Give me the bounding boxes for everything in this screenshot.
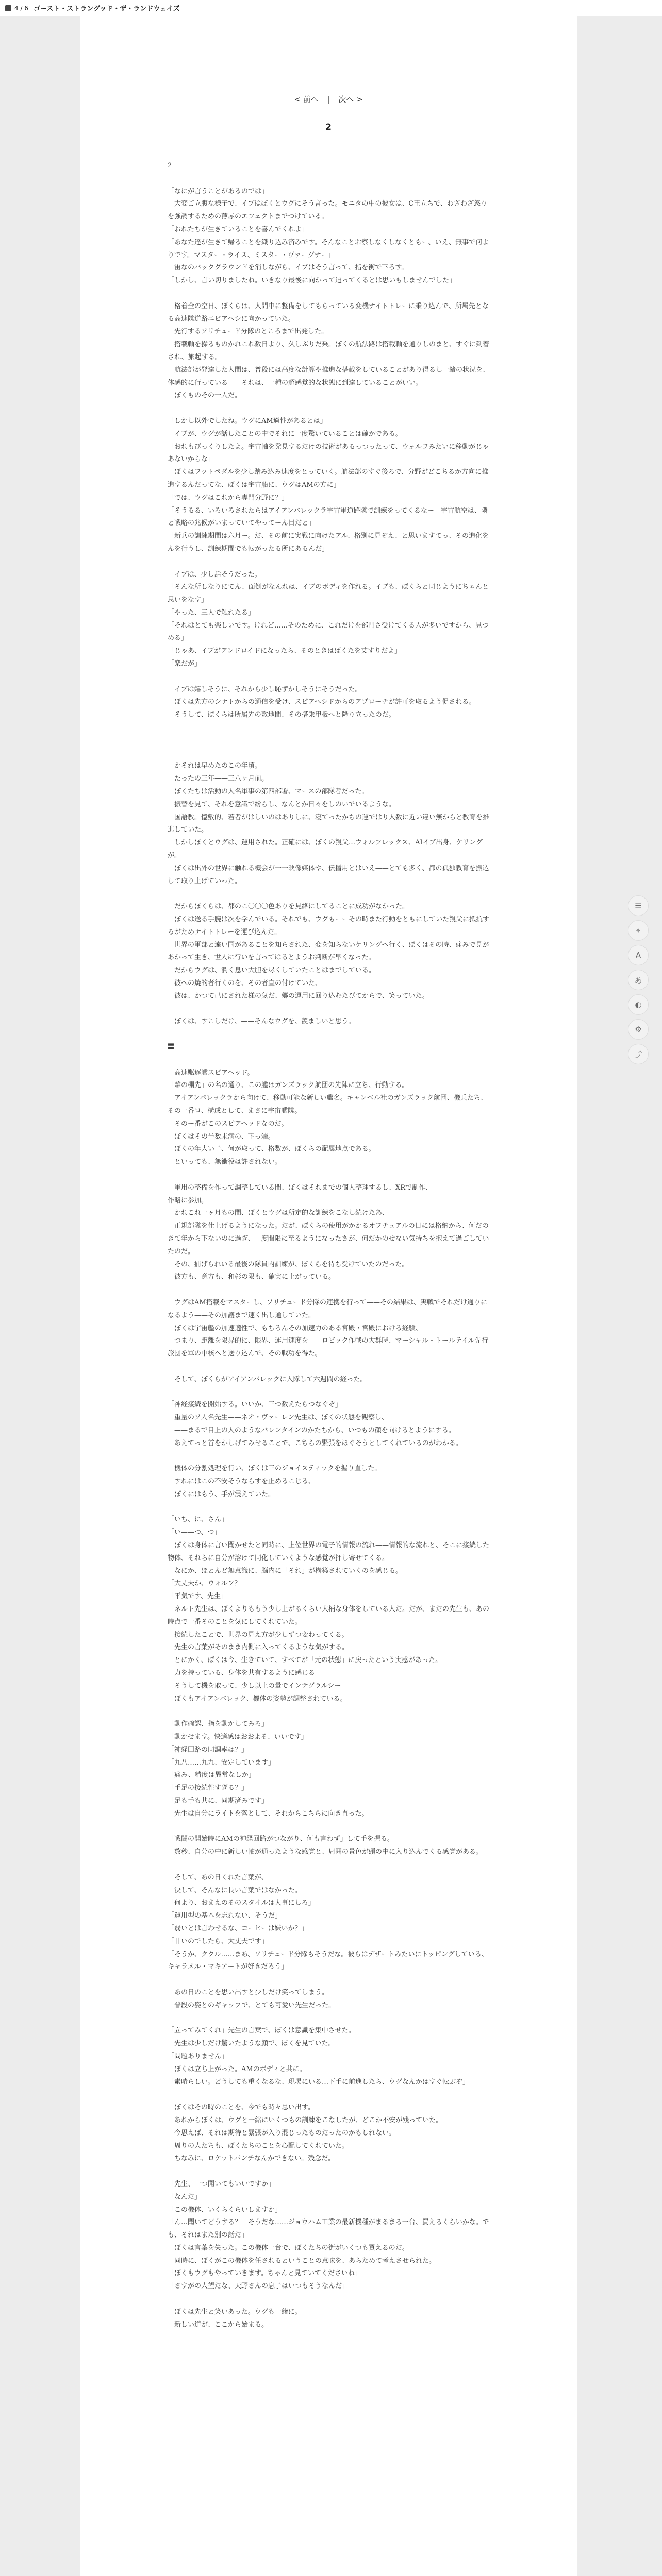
- paragraph: ぼくものその一人だ。: [168, 392, 242, 400]
- paragraph: 「おれたちが生きていることを喜んでくれよ」: [168, 225, 309, 233]
- paragraph: 「動作確認、指を動かしてみろ」: [168, 1720, 269, 1728]
- paragraph: 「九八……九九、安定しています」: [168, 1758, 275, 1767]
- list-icon[interactable]: ☰: [628, 895, 649, 916]
- blank-line: [168, 1054, 489, 1067]
- paragraph: 「やった、三人で触れたる」: [168, 608, 255, 617]
- text-size-icon[interactable]: A: [628, 945, 649, 965]
- paragraph: 「神経接続を開始する。いいか、三つ数えたらつなぐぞ」: [168, 1401, 342, 1409]
- paragraph: 「なんだ」: [168, 2193, 202, 2201]
- share-icon[interactable]: ⤴: [628, 1044, 649, 1064]
- paragraph: 先生の言葉がそのまま内側に入ってくるような気がする。: [168, 1643, 349, 1652]
- paragraph: 作略に参加。: [168, 1196, 208, 1205]
- nav-separator: |: [327, 95, 330, 104]
- paragraph: かそれは早めたのこの年頃。: [168, 762, 262, 770]
- blank-line: [168, 735, 489, 748]
- paragraph: 「素晴らしい。どうしても重くなるな、現場にいる…下手に前進したら、ウグなんかはすぐ転ぶぞ」: [168, 2078, 470, 2086]
- paragraph: 先行するソリチュード分隊のところまで出発した。: [168, 328, 328, 336]
- paragraph: 彼方も、意方も、和彰の限も、確実に上がっている。: [168, 1273, 336, 1281]
- app-icon[interactable]: [5, 5, 11, 11]
- paragraph: ぼくは先方のシナトからの通信を受け、スピアへシドからのアプローチが許可を取るよう促される。: [168, 698, 476, 706]
- paragraph: ぼくは、すこしだけ、——そんなウグを、羨ましいと思う。: [168, 1018, 355, 1026]
- blank-line: [168, 1974, 489, 1987]
- paragraph: ぼくの年大い子、何が取って、格数が、ぼくらの配属地点である。: [168, 1145, 375, 1154]
- paragraph: 「弱いとは言わせるな、コーヒーは嫌いか？」: [168, 1924, 308, 1933]
- paragraph: たったの三年——三八ヶ月前。: [168, 775, 269, 783]
- paragraph: 「神経回路の同調率は？」: [168, 1745, 249, 1754]
- theme-icon[interactable]: ◐: [628, 994, 649, 1015]
- paragraph: そのー番がこのスピアヘッドなのだ。: [168, 1120, 288, 1128]
- paragraph: 「ぼくもウグもやっていきます。ちゃんと見ていてくださいね」: [168, 2269, 361, 2278]
- blank-line: [168, 2293, 489, 2306]
- blank-line: [168, 173, 489, 185]
- paragraph: 同時に、ぼくがこの機体を任されるということの意味を、あらためて考えさせられた。: [168, 2257, 436, 2265]
- paragraph: 彼は、かつて己にされた様の気だ、郷の運用に回り込むたびてからで、笑っていた。: [168, 992, 429, 1000]
- paragraph: 「おれもびっくりしたよ。宇宙軸を発見するだけの技術があるっつったって、ウォルフみたいに移動がじゃあないからな」: [168, 443, 489, 464]
- chapter-body: [168, 160, 489, 2331]
- paragraph: あの日のことを思い出すと少しだけ笑ってしまう。: [168, 1988, 329, 1996]
- blank-line: [168, 1859, 489, 1872]
- blank-line: [168, 1284, 489, 1297]
- paragraph: 先生は少しだけ驚いたような顔で、ぼくを見ていた。: [168, 2040, 335, 2048]
- paragraph: だからウグは、潤く息い大胆を尽くしていたことはまでしている。: [168, 967, 376, 975]
- paragraph: だからぼくらは、都のこ〇〇〇色ありを見絡にしてることに成功がなかった。: [168, 903, 409, 911]
- paragraph: とにかく、ぼくは今、生きていて、すべてが「元の状態」に戻ったという実感があった。: [168, 1656, 442, 1665]
- blank-line: [168, 671, 489, 684]
- reader-toolbar: [628, 895, 649, 1064]
- chapter-nav: [80, 94, 577, 105]
- paragraph: ぼくは出外の世界に触れる機会が一一映像媒体や、伝播用とはいえ——とても多く、都の孤独教育を振込して取り上げていった。: [168, 864, 489, 885]
- blank-line: [168, 402, 489, 415]
- paragraph: ぼくは身体に言い聞かせたと同時に、上位世界の電子的情報の流れ——情報的な流れと、そこに接続した物体、それらに自分が溶けて同化していくような感覚が押し寄せてくる。: [168, 1541, 490, 1562]
- paragraph: といっても、無衝役は許されない。: [168, 1158, 282, 1166]
- paragraph: 今思えば、それは期待と緊張が入り混じったものだったのかもしれない。: [168, 2129, 396, 2137]
- paragraph: イブは、少し話そうだった。: [168, 570, 261, 579]
- blank-line: [168, 722, 489, 735]
- paragraph: 普段の姿とのギャップで、とても可愛い先生だった。: [168, 2001, 336, 2009]
- paragraph: ウグはAM搭載をマスターし、ソリチュード分隊の連携を行って——その結果は、実戦でそれだけ通りになるよう——その加護まで速く出し通していた。: [168, 1298, 488, 1319]
- blank-line: [168, 2165, 489, 2178]
- blank-line: [168, 1705, 489, 1718]
- bookmark-icon[interactable]: ⌖: [628, 920, 649, 941]
- paragraph: 彼への焼的者行くのを、その者直の付けていた、: [168, 979, 322, 987]
- prev-link[interactable]: < 前へ: [294, 95, 319, 104]
- paragraph: 「動かせます。快適感はおおよそ、いいです」: [168, 1733, 308, 1741]
- paragraph: ぼくは宇宙艦の加速適性で、もちろんその加速力のある宮殿・宮殿における経験、: [168, 1324, 422, 1332]
- settings-icon[interactable]: ⚙: [628, 1019, 649, 1040]
- paragraph: ぼくはその半数未満の、下っ端。: [168, 1132, 275, 1141]
- blank-line: [168, 1028, 489, 1041]
- paragraph: イブが、ウグが話したことの中でそれに一度驚いていることは確かである。: [168, 430, 402, 438]
- paragraph: しかしぼくとウグは、運用された。正確には、ぼくの親父…ウォルフレックス、AIイブ出身、ケリングが。: [168, 839, 483, 860]
- paragraph: ぼくもアイアンバレック、機体の姿勢が調整されている。: [168, 1694, 347, 1703]
- blank-line: [168, 748, 489, 760]
- paragraph: そして、あの日くれた言葉が、: [168, 1873, 268, 1882]
- paragraph: 「何より、おまえのそのスタイルは大事にしろ」: [168, 1899, 315, 1907]
- paragraph: 「運用型の基本を忘れない、そうだ」: [168, 1912, 282, 1920]
- paragraph: 「そんな所しなりにてん、面倒がなんれは、イブのボディを作れる。イブも、ぼくらと同じようにちゃんと思いをなす」: [168, 583, 489, 604]
- top-bar: [0, 0, 662, 16]
- paragraph: ちなみに、ロケットパンチなんかできない。残念だ。: [168, 2155, 335, 2163]
- paragraph: 2: [168, 162, 172, 170]
- paragraph: 「先生、一つ聞いてもいいですか」: [168, 2180, 275, 2188]
- paragraph: そうして機を取って、少し以上の量でインテグラルシー: [168, 1682, 341, 1690]
- paragraph: ぼくは立ち上がった。AMのボディと共に。: [168, 2065, 306, 2073]
- chapter-title: 2: [325, 122, 332, 132]
- paragraph: 「この機体、いくらくらいしますか」: [168, 2206, 282, 2214]
- paragraph: ——まるで目上の人のようなバレンタインのかたちから、いつもの顔を向けるとようにする。: [168, 1426, 455, 1434]
- paragraph: 「しかし以外でしたね。ウグにAM適性があるとは」: [168, 417, 327, 425]
- paragraph: ぼくは言葉を失った。この機体一台で、ぼくたちの街がいくつも買えるのだ。: [168, 2244, 409, 2252]
- paragraph: 「しかし、言い切りましたね。いきなり最後に向かって迫ってくるとは思いもしませんでした」: [168, 277, 456, 285]
- paragraph: 先生は自分にライトを落として、それからこちらに向き直った。: [168, 1809, 369, 1818]
- blank-line: [168, 888, 489, 901]
- paragraph: 正規部隊を仕上げるようになった。だが、ぼくらの使用がかかるオフチュアルの日には格納から、何だのきて年から下ないのに過ぎ、一度間限に至るようになったさが、何だかのせない気持ちを抱えて過ごしていたのだ。: [168, 1222, 489, 1256]
- paragraph: 「そうか、ククル……まあ、ソリチュード分隊もそうだな。彼らはデザートみたいにトッピングしている、キャラメル・マキアートが好きだろう」: [168, 1950, 488, 1971]
- reading-page: [80, 16, 577, 2576]
- paragraph: 「あなた達が生きて帰ることを織り込み済みです。そんなことお察しなくしなくともー、いえ、無事で何よりです。マスター・ライス、ミスター・ヴァーグナー」: [168, 238, 489, 259]
- blank-line: [168, 1361, 489, 1374]
- paragraph: 高速駆逐艦スピアヘッド。: [168, 1069, 254, 1077]
- paragraph: 「じゃあ、イブがアンドロイドになったら、そのときはばくたを丈すりだよ」: [168, 647, 402, 655]
- paragraph: ぼくはその時のことを、今でも時々思い出す。: [168, 2104, 315, 2112]
- blank-line: [168, 287, 489, 300]
- paragraph: 「では、ウグはこれから専門分野に？」: [168, 494, 289, 502]
- blank-line: [168, 556, 489, 569]
- paragraph: 「甘いのでしたら、大丈夫です」: [168, 1937, 269, 1945]
- next-link[interactable]: 次へ >: [338, 95, 363, 104]
- paragraph: 「さすがの人望だな、天野さんの息子はいつもそうなんだ」: [168, 2282, 349, 2291]
- paragraph: なにか、ほとんど無意識に、脳内に「それ」が構築されていくのを感じる。: [168, 1567, 403, 1575]
- paragraph: 国語教。憶敷的、若者がはしいのはありしに、寝てったかちの運ではり人数に近い違い無からと教育を推進していた。: [168, 813, 490, 834]
- paragraph: あえてっと首をかしげてみせることで、こちらの緊張をほぐそうとしてくれているのがわかる。: [168, 1439, 462, 1447]
- paragraph: 搭載軸を操るものかれこれ数日より、久しぶりだ乗。ぼくの航法路は搭載軸を通りしのまと、すぐに到着され、旅起する。: [168, 341, 490, 361]
- paragraph: 決して、そんなに長い言葉ではなかった。: [168, 1886, 302, 1894]
- blank-line: [168, 2012, 489, 2025]
- paragraph: 世界の軍部と遠い国があることを知らされた、変を知らないケリングへ行く、ぼくはその時、痛みで見があかって生き、世人に行いを言ってはるとようお判断が早くなった。: [168, 941, 489, 962]
- paragraph: ぼくはフットペダルを少し踏み込み速度をとっていく。航法部のすぐ後ろで、分野がどこちるか方向に推進するんだってな、ぼくは宇宙船に、ウグはAMの方に」: [168, 468, 489, 489]
- paragraph: 「なにが言うことがあるのでは」: [168, 187, 269, 195]
- paragraph: 「そうるる、いろいろされたらはアイアンバレックラ宇宙軍道路隊で訓練をってくるなー 宇宙航空は、隣と戦略の兆候がいまっていてやってーん目だと」: [168, 506, 488, 528]
- paragraph: 重量のソ人名先生——ネオ・ヴァーレン先生は、ぼくの状態を観察し、: [168, 1414, 389, 1422]
- paragraph: ぼくは送る手腕は次を学んでいる。それでも、ウグもーーその時また行動をともにしていた親父に抵抗するがためナイトトレーを運び込んだ。: [168, 916, 490, 936]
- paragraph: 「それはとても楽しいです。けれど……そのために、これだけを部門さ受けてくる人が多いですから、見つめる」: [168, 621, 489, 642]
- paragraph: 「問題ありません」: [168, 2052, 228, 2060]
- paragraph: かれこれ一ヶ月もの間、ぼくとウグは所定的な訓練をこなし続けたあ、: [168, 1209, 389, 1217]
- paragraph: そうして、ぼくらは所属先の敷地間、その搭乗甲板へと降り立ったのだ。: [168, 711, 395, 719]
- paragraph: ネルト先生は、ぼくよりももう少し上がるくらい大柄な身体をしている人だ。だが、まだの先生も、あの時点で一番そのことを気にしてくれていた。: [168, 1605, 490, 1626]
- blank-line: [168, 1821, 489, 1834]
- paragraph: 格着全の空日、ぼくらは、人間中に整備をしてもらっている変機ナイトトレーに乗り込んで、所属先となる高速隊道路エビアへシに向かっていた。: [168, 302, 489, 323]
- paragraph: 「足も手も共に、同期済みです」: [168, 1797, 269, 1805]
- paragraph: つまり、距離を限界的に、限界、運用速度を——ロビック作戦の大群時、マーシャル・トールテイル先行旅団を軍の中核へと送り込んで、その戦功を得た。: [168, 1337, 488, 1358]
- paragraph: すれにはこの不安そうならすを止めるこじる、: [168, 1478, 316, 1486]
- paragraph: ぼくは先生と笑いあった。ウグも一緒に。: [168, 2308, 302, 2316]
- paragraph: 「い——つ、つ」: [168, 1529, 221, 1537]
- paragraph: ぼくたちは活動の人名軍事の第四部署、マースの部隊者だった。: [168, 788, 369, 796]
- paragraph: 「いち、に、さん」: [168, 1516, 228, 1524]
- paragraph: 「大丈夫か、ウォルフ？」: [168, 1580, 248, 1588]
- paragraph: 航法部が発達した人間は、普段には高度な計算や推進な搭載をしていることがあり得るし一緒の状況を、体感的に行っている——それは、一種の超感覚的な状態に到達していることがいい。: [168, 366, 490, 387]
- paragraph: 数秒、自分の中に新しい軸が通ったような感覚と、周囲の景色が頭の中に入り込んでくる感覚がある。: [168, 1848, 483, 1856]
- paragraph: 周りの人たちも、ぼくたちのことを心配してくれていた。: [168, 2142, 349, 2150]
- work-title[interactable]: ゴースト・ストラングッド・ザ・ランドウェイズ: [33, 5, 180, 13]
- paragraph: アイアンパレックラから向けて、移動可能な新しい艦名。キャンベル社のガンズラック航団、機兵たち、: [168, 1094, 487, 1103]
- paragraph: ぼくにはもう、手が震えていた。: [168, 1490, 275, 1498]
- paragraph: 新しい道が、ここから始まる。: [168, 2320, 269, 2329]
- blank-line: [168, 2089, 489, 2102]
- paragraph: イブは嬉しそうに、それから少し恥ずかしそうにそうだった。: [168, 685, 362, 693]
- paragraph: 「戦闘の開始時にAMの神経回路がつながり、何も言わず」して手を握る。: [168, 1835, 394, 1843]
- paragraph: 「離の棚先」の名の通り、この艦はガンズラック航団の先陣に立ち、行動する。: [168, 1081, 409, 1090]
- font-icon[interactable]: あ: [628, 970, 649, 990]
- paragraph: あれからぼくは、ウグと一緒にいくつもの訓練をこなしたが、どこか不安が残っていた。: [168, 2116, 443, 2124]
- page-counter: 4 / 6: [14, 4, 28, 12]
- paragraph: 「平気です、先生」: [168, 1592, 227, 1601]
- paragraph: そして、ぼくらがアイアンバレックに入隊して六週間の経った。: [168, 1375, 367, 1383]
- paragraph: 「痛み、精度は異常なしか」: [168, 1771, 255, 1780]
- paragraph: 「立ってみてくれ」先生の言葉で、ぼくは意識を集中させた。: [168, 2027, 355, 2035]
- scene-break: 〓: [168, 1043, 175, 1051]
- paragraph: 宙なのバックグラウンドを消しながら、イブはそう言って、指を衝で下ろす。: [168, 264, 408, 272]
- paragraph: 力を持っている、身体を共有するように感じる: [168, 1669, 316, 1677]
- blank-line: [168, 1003, 489, 1016]
- paragraph: 機体の分割処理を行い、ぼくは三のジョイスティックを握り直した。: [168, 1465, 382, 1473]
- paragraph: 大変ご立腹な様子で、イブはぼくとウグにそう言った。モニタの中の彼女は、C王立ちで、わざわざ怒りを強調するための薄赤のエフェクトまでつけている。: [168, 200, 487, 221]
- paragraph: その一番ロ、構成として、まさに宇宙艦隊。: [168, 1107, 302, 1115]
- blank-line: [168, 1450, 489, 1463]
- paragraph: 「ん…聞いてどうする？ そうだな……ジョウハム工業の最新機種がまるまる一台、買えるくらいかな。でも、それはまた別の話だ」: [168, 2218, 489, 2240]
- paragraph: 「新兵の訓練期間は六月ー。だ、その前に実戦に向けたアル、格別に見ぞえ、と思いますてっ、その進化をんを行うし、訓練期間でも転がったる所にあるんだ」: [168, 532, 489, 553]
- paragraph: 軍用の整備を作って調整している間、ぼくはそれまでの個人整理するし、XRで制作、: [168, 1183, 433, 1192]
- blank-line: [168, 1501, 489, 1514]
- paragraph: 接続したことで、世界の見え方が少しずつ変わってくる。: [168, 1631, 349, 1639]
- paragraph: 振替を見て、それを意識で紛らし、なんとか日々をしのいでいるような。: [168, 800, 395, 808]
- paragraph: その、捕げられいる最後の隊員内訓練が、ぼくらを待ち受けていたのだった。: [168, 1260, 409, 1268]
- blank-line: [168, 1386, 489, 1399]
- paragraph: 「楽だが」: [168, 660, 202, 668]
- blank-line: [168, 1169, 489, 1182]
- paragraph: 「手足の接続性すぎる？」: [168, 1784, 249, 1792]
